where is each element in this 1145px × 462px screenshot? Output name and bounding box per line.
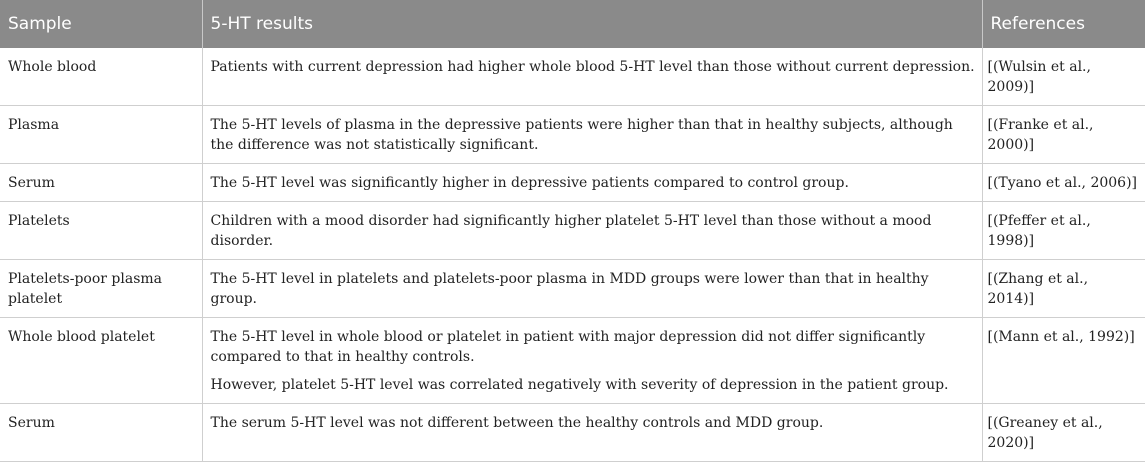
- header-sample: Sample: [0, 0, 202, 48]
- results-cell: [202, 404, 982, 462]
- result-text: The 5-HT level in platelets and platelets-poor plasma in MDD groups were lower than that in healthy group.: [210, 271, 929, 307]
- reference-cell: [(Mann et al., 1992)]: [982, 318, 1145, 404]
- results-cell: [202, 318, 982, 404]
- sample-cell: Serum: [0, 404, 202, 462]
- sample-cell: Whole blood platelet: [0, 318, 202, 404]
- table-row: [0, 404, 1145, 462]
- table-row: [0, 202, 1145, 260]
- results-cell: [202, 106, 982, 164]
- result-text: The 5-HT levels of plasma in the depressive patients were higher than that in healthy subjects, although the difference was not statistically significant.: [210, 117, 953, 153]
- reference-cell: [(Franke et al., 2000)]: [982, 106, 1145, 164]
- result-text: The 5-HT level in whole blood or platelet in patient with major depression did not differ significantly compared to that in healthy controls.: [210, 329, 926, 365]
- results-cell: [202, 202, 982, 260]
- result-text: The serum 5-HT level was not different between the healthy controls and MDD group.: [210, 415, 824, 431]
- results-cell: [202, 164, 982, 202]
- results-cell: [202, 48, 982, 106]
- header-references: References: [982, 0, 1145, 48]
- header-row: [0, 0, 1145, 48]
- sample-cell: Platelets: [0, 202, 202, 260]
- reference-cell: [(Pfeffer et al., 1998)]: [982, 202, 1145, 260]
- table-row: [0, 48, 1145, 106]
- reference-cell: [(Greaney et al., 2020)]: [982, 404, 1145, 462]
- result-text: Children with a mood disorder had significantly higher platelet 5-HT level than those without a mood disorder.: [210, 213, 932, 249]
- results-cell: [202, 260, 982, 318]
- reference-cell: [(Tyano et al., 2006)]: [982, 164, 1145, 202]
- table-row: [0, 318, 1145, 404]
- reference-cell: [(Wulsin et al., 2009)]: [982, 48, 1145, 106]
- result-text: However, platelet 5-HT level was correlated negatively with severity of depression in the patient group.: [210, 377, 949, 393]
- sample-cell: Serum: [0, 164, 202, 202]
- sample-cell: Plasma: [0, 106, 202, 164]
- table-row: [0, 106, 1145, 164]
- result-text: Patients with current depression had higher whole blood 5-HT level than those without current depression.: [210, 59, 975, 75]
- sample-cell: Whole blood: [0, 48, 202, 106]
- reference-cell: [(Zhang et al., 2014)]: [982, 260, 1145, 318]
- header-results: 5-HT results: [202, 0, 982, 48]
- table-row: [0, 260, 1145, 318]
- sample-cell: Platelets-poor plasma platelet: [0, 260, 202, 318]
- table-header: [0, 0, 1145, 48]
- result-text: The 5-HT level was significantly higher in depressive patients compared to control group.: [210, 175, 849, 191]
- table-row: [0, 164, 1145, 202]
- table-body: [0, 48, 1145, 462]
